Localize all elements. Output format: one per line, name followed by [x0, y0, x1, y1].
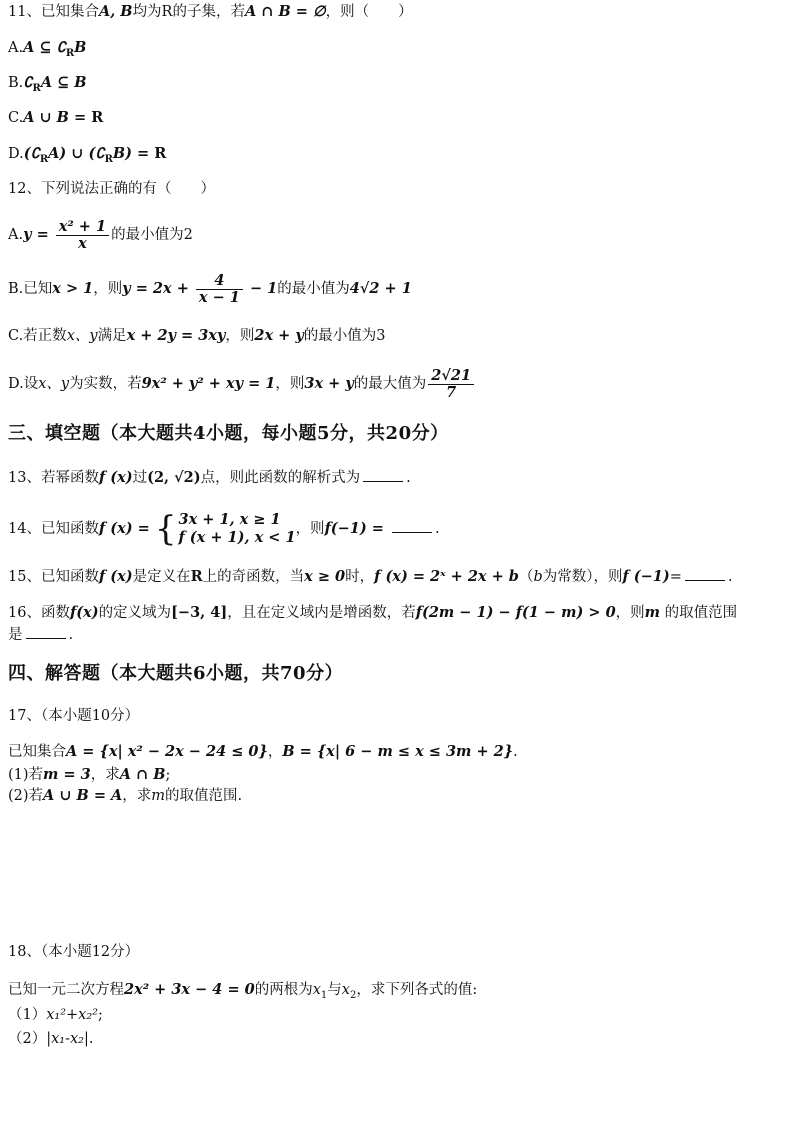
q16-text: 的定义域为 [98, 605, 172, 621]
q15-math: x ≥ 0 [304, 568, 346, 585]
q11-option-b [8, 73, 786, 99]
q15-text: 为常数），则 [542, 569, 623, 585]
option-math: B) = [112, 145, 155, 162]
q18-part-1 [8, 1005, 786, 1025]
q18-text: . [88, 1031, 94, 1047]
option-math: 2x + y [254, 327, 304, 344]
q15-period: . [727, 569, 733, 585]
subscript: R [32, 82, 41, 94]
option-vars: x、y [38, 376, 70, 392]
answer-blank [363, 467, 403, 482]
q12-option-a [8, 215, 786, 255]
piecewise-cases [179, 511, 296, 547]
q15-math: f (−1) [622, 568, 670, 585]
option-text: ，则 [275, 376, 305, 392]
option-math: 4√2 + 1 [349, 280, 412, 297]
option-math-r: R [91, 109, 104, 126]
q11-math-sets: A, B [98, 3, 133, 20]
q15-text: 上的奇函数，当 [202, 569, 305, 585]
option-math: ∁ [23, 74, 33, 91]
q16-text: 函数 [40, 605, 70, 621]
q18-part-label: （2） [8, 1031, 47, 1047]
q11-math-cond: A ∩ B = ∅ [244, 3, 326, 20]
q17-math: A ∪ B = A [43, 787, 123, 804]
option-math: A ⊆ ∁ [23, 39, 66, 56]
option-text: ，则 [225, 328, 255, 344]
q17-stem [8, 742, 786, 762]
q16-period: . [68, 627, 74, 643]
option-label: D.设 [8, 376, 39, 392]
answer-blank [26, 624, 66, 639]
q17-part-2 [8, 786, 786, 806]
subscript: 2 [349, 989, 357, 1001]
subscript: R [104, 153, 113, 165]
q17-text: 已知集合 [8, 744, 66, 760]
section-4-title: 四、解答题（本大题共6小题，共70分） [8, 663, 344, 684]
q16-line-1 [8, 603, 786, 623]
option-text: 的最小值为 [277, 281, 350, 297]
option-label: C.若正数 [8, 328, 67, 344]
fraction [196, 273, 243, 306]
q11-number: 11、 [8, 4, 41, 20]
q14-math: f(−1) = [324, 520, 390, 537]
q17-math: A ∩ B [119, 766, 166, 783]
q13-math-point: (2, √2) [147, 469, 201, 486]
case-2: f (x + 1), x < 1 [178, 529, 296, 546]
case-1: 3x + 1, x ≥ 1 [178, 511, 281, 528]
q13 [8, 467, 786, 488]
q17-text: ， [267, 744, 283, 760]
q17-header: 17、（本小题10分） [8, 708, 140, 724]
q15-math-r: R [190, 568, 203, 585]
q18-var: x [341, 982, 350, 998]
option-label: C. [8, 110, 24, 126]
subscript: 1 [320, 989, 328, 1001]
q14-number: 14、 [8, 521, 41, 537]
q11-option-c [8, 108, 786, 128]
option-math: x + 2y = 3xy [126, 327, 226, 344]
q15-math: f (x) = 2ˣ + 2x + b [374, 568, 519, 585]
q13-text: 过 [132, 470, 148, 486]
q18-text: ; [98, 1007, 103, 1023]
option-text: 的最大值为 [353, 376, 427, 392]
q18-stem [8, 980, 786, 1006]
q18-text: 的两根为 [254, 982, 313, 998]
option-text: ，则 [93, 281, 123, 297]
q15-text: 已知函数 [40, 569, 99, 585]
subscript: R [39, 153, 49, 165]
q11-text: 已知集合 [40, 4, 99, 20]
q13-period: . [406, 470, 411, 486]
option-math: A ∪ B = [23, 109, 92, 126]
q14-text: ，则 [295, 521, 325, 537]
q17-var: m [151, 788, 166, 804]
q18-math: 2x² + 3x − 4 = 0 [124, 981, 255, 998]
q12-number: 12、 [8, 181, 41, 197]
q11-stem [8, 2, 786, 22]
q16-text: ，则 [615, 605, 645, 621]
q16-text: 是 [8, 627, 23, 643]
q15-text: （ [518, 569, 534, 585]
q13-text: 点，则此函数的解析式为 [200, 470, 361, 486]
q16-text: ，且在定义域内是增函数，若 [227, 605, 416, 621]
q16-math: m [644, 604, 661, 621]
q12-text: 下列说法正确的有（ ） [40, 181, 215, 197]
section-3-title: 三、填空题（本大题共4小题，每小题5分，共20分） [8, 423, 449, 444]
q16-math-interval: [−3, 4] [171, 604, 228, 621]
q17-part-label: (2)若 [8, 788, 44, 804]
option-math: B [74, 39, 87, 56]
fraction [428, 368, 474, 401]
numerator: 2√21 [428, 368, 474, 385]
option-text: 的最小值为3 [303, 328, 386, 344]
option-math: 3x + y [304, 375, 354, 392]
option-math: y = 2x + [122, 280, 194, 297]
q18-expr: x₁²+x₂² [46, 1007, 98, 1023]
q17-part-label: (1)若 [8, 767, 44, 783]
q14-period: . [435, 521, 440, 537]
option-math: − 1 [244, 280, 278, 297]
q18-part-2 [8, 1029, 786, 1049]
q13-number: 13、 [8, 470, 41, 486]
option-math: y = [23, 226, 54, 243]
q11-option-d [8, 144, 786, 170]
left-brace-icon: { [154, 509, 177, 549]
q17-text: ; [165, 767, 171, 783]
numerator: 4 [196, 273, 243, 290]
q14 [8, 508, 786, 550]
denominator: x − 1 [198, 288, 240, 306]
option-text: 为实数，若 [69, 376, 142, 392]
option-label: A. [8, 227, 24, 243]
option-label: B. [8, 75, 24, 91]
q16-number: 16、 [8, 605, 41, 621]
q14-text: 已知函数 [40, 521, 99, 537]
answer-blank [685, 566, 725, 581]
q12-stem [8, 179, 786, 199]
q16-line-2 [8, 624, 786, 645]
q13-text: 若幂函数 [40, 470, 99, 486]
q18-text: ，求下列各式的值: [356, 982, 478, 998]
option-math: A) ∪ (∁ [48, 145, 105, 162]
q12-option-d [8, 364, 786, 404]
q11-option-a [8, 38, 786, 64]
q15-math: f (x) [98, 568, 133, 585]
q13-math: f (x) [98, 469, 133, 486]
q11-text-3: ，则（ ） [325, 4, 413, 20]
q15-number: 15、 [8, 569, 41, 585]
q18-text: 已知一元二次方程 [8, 982, 124, 998]
option-label: A. [8, 40, 24, 56]
q14-math: f (x) = [98, 520, 155, 537]
answer-blank [392, 518, 432, 533]
q18-text: 与 [327, 982, 342, 998]
option-text: 满足 [97, 328, 127, 344]
q12-option-b [8, 269, 786, 309]
q17-math: m = 3 [43, 766, 91, 783]
q18-expr: |x₁-x₂| [46, 1031, 89, 1047]
q11-text-2: 均为R的子集，若 [132, 4, 245, 20]
q18-part-label: （1） [8, 1007, 47, 1023]
option-math-r: R [154, 145, 167, 162]
q15-text: 是定义在 [132, 569, 191, 585]
q17-text: 的取值范围. [165, 788, 243, 804]
numerator: x² + 1 [56, 219, 109, 236]
option-text: 的最小值为2 [111, 227, 193, 243]
q15-text: = [669, 569, 682, 585]
q17-period: . [513, 744, 518, 760]
option-math: (∁ [23, 145, 40, 162]
q15-text: 时， [345, 569, 375, 585]
q16-math: f(2m − 1) − f(1 − m) > 0 [415, 604, 616, 621]
q15-var: b [533, 569, 543, 585]
option-label: B.已知 [8, 281, 53, 297]
denominator: 7 [446, 383, 457, 401]
fraction [56, 219, 109, 252]
q12-option-c [8, 326, 786, 346]
option-label: D. [8, 146, 24, 162]
q15 [8, 566, 786, 587]
q17-part-1 [8, 765, 786, 785]
option-math: x > 1 [52, 280, 94, 297]
option-math: 9x² + y² + xy = 1 [141, 375, 276, 392]
q17-math-set-a: A = {x| x² − 2x − 24 ≤ 0} [66, 743, 268, 760]
q18-var: x [312, 982, 321, 998]
subscript: R [65, 47, 75, 59]
denominator: x [78, 234, 87, 252]
q18-header: 18、（本小题12分） [8, 944, 140, 960]
q16-math: f(x) [69, 604, 99, 621]
option-vars: x、y [66, 328, 98, 344]
option-math: A ⊆ B [40, 74, 87, 91]
q16-text: 的取值范围 [660, 605, 738, 621]
q17-text: ，求 [122, 788, 152, 804]
q17-text: ，求 [90, 767, 120, 783]
q17-math-set-b: B = {x| 6 − m ≤ x ≤ 3m + 2} [282, 743, 514, 760]
